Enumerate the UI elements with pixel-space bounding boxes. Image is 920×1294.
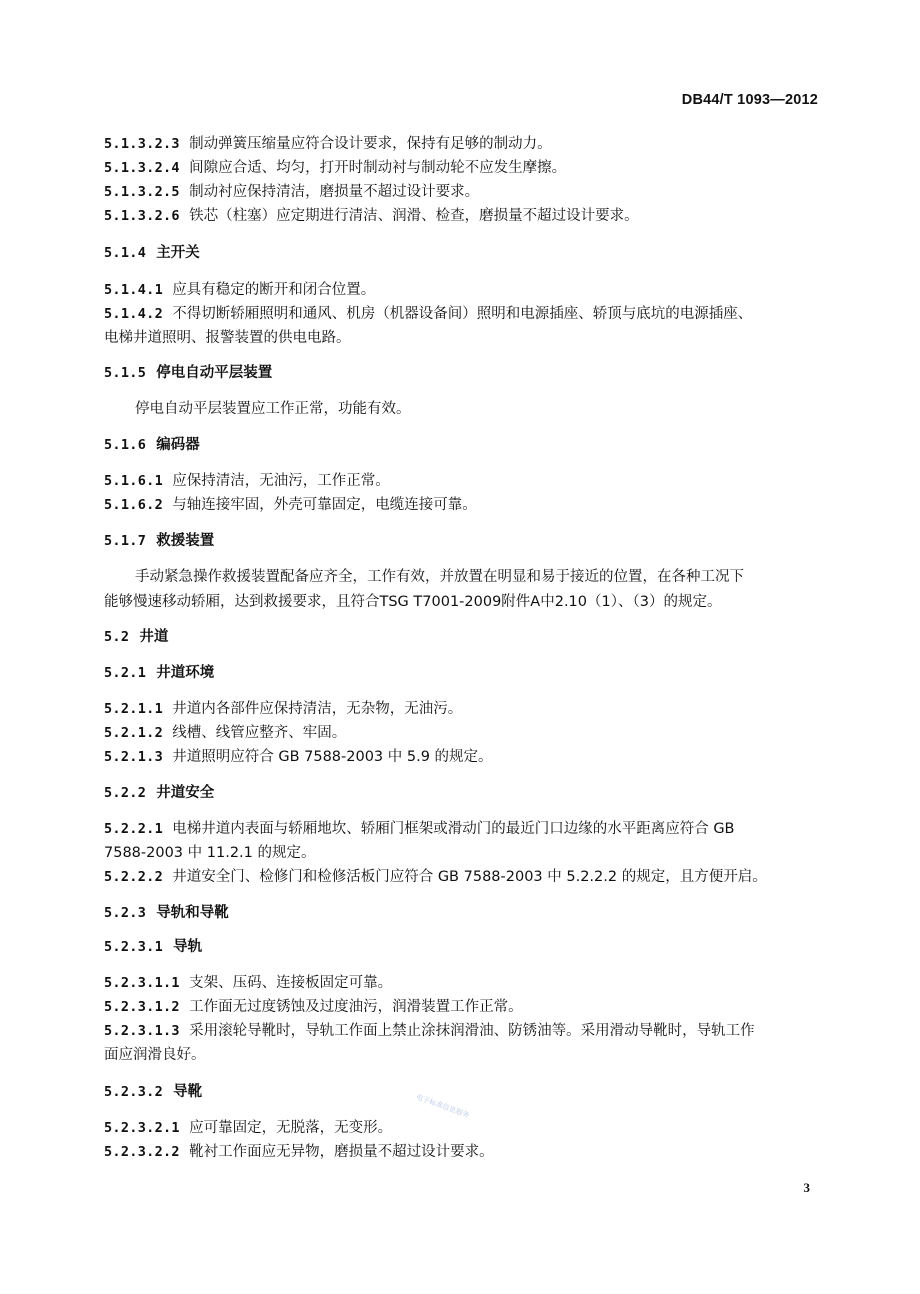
heading-number: 5.2.3 bbox=[104, 905, 147, 921]
paragraph-text: 能够慢速移动轿厢，达到救援要求，且符合TSG T7001-2009附件A中2.10（1）、（3）的规定。 bbox=[104, 594, 722, 610]
paragraph-text: 手动紧急操作救援装置配备应齐全，工作有效，并放置在明显和易于接近的位置，在各种工况下 bbox=[135, 569, 744, 585]
clause-continuation bbox=[104, 328, 351, 348]
heading-number: 5.2.3.1 bbox=[104, 939, 163, 955]
heading-number: 5.1.4 bbox=[104, 245, 147, 261]
heading-number: 5.2 bbox=[104, 629, 130, 645]
clause-text: 线槽、线管应整齐、牢固。 bbox=[172, 725, 347, 741]
heading-text: 救援装置 bbox=[156, 533, 215, 549]
clause-continuation bbox=[104, 843, 315, 863]
heading-text: 井道安全 bbox=[156, 785, 215, 801]
heading-number: 5.1.7 bbox=[104, 533, 147, 549]
heading-text: 井道环境 bbox=[156, 665, 215, 681]
clause-5-1-4-1 bbox=[104, 280, 375, 300]
clause-continuation bbox=[104, 1045, 206, 1065]
clause-text: 与轴连接牢固，外壳可靠固定，电缆连接可靠。 bbox=[172, 497, 477, 513]
clause-5-2-3-2-2 bbox=[104, 1142, 494, 1162]
clause-number: 5.2.1.1 bbox=[104, 701, 163, 717]
clause-5-1-3-2-3 bbox=[104, 134, 552, 154]
heading-text: 导轨和导靴 bbox=[156, 905, 229, 921]
heading-5-2-3-2 bbox=[104, 1082, 202, 1102]
heading-number: 5.2.3.2 bbox=[104, 1084, 163, 1100]
clause-text: 7588-2003 中 11.2.1 的规定。 bbox=[104, 845, 316, 861]
clause-text: 制动衬应保持清洁，磨损量不超过设计要求。 bbox=[189, 184, 480, 200]
clause-text: 靴衬工作面应无异物，磨损量不超过设计要求。 bbox=[189, 1144, 494, 1160]
heading-5-2-3 bbox=[104, 903, 229, 923]
heading-5-2-3-1 bbox=[104, 937, 202, 957]
clause-number: 5.1.6.1 bbox=[104, 473, 163, 489]
clause-5-2-2-1 bbox=[104, 819, 735, 839]
clause-5-1-3-2-6 bbox=[104, 206, 639, 226]
heading-text: 主开关 bbox=[156, 245, 200, 261]
heading-5-2-2 bbox=[104, 783, 214, 803]
clause-number: 5.1.3.2.5 bbox=[104, 184, 180, 200]
paragraph bbox=[135, 399, 411, 419]
clause-text: 井道安全门、检修门和检修活板门应符合 GB 7588-2003 中 5.2.2.2 的规定，且方便开启。 bbox=[172, 869, 767, 885]
heading-5-2-1 bbox=[104, 663, 214, 683]
heading-text: 导轨 bbox=[173, 939, 203, 955]
heading-5-2 bbox=[104, 627, 168, 647]
heading-5-1-5 bbox=[104, 363, 272, 383]
clause-number: 5.2.1.2 bbox=[104, 725, 163, 741]
clause-5-2-3-1-3 bbox=[104, 1021, 755, 1041]
clause-text: 支架、压码、连接板固定可靠。 bbox=[189, 975, 393, 991]
clause-text: 应保持清洁，无油污，工作正常。 bbox=[172, 473, 390, 489]
watermark: 电子标准信息服务 bbox=[414, 1092, 471, 1120]
clause-number: 5.2.2.1 bbox=[104, 821, 163, 837]
clause-text: 采用滚轮导靴时，导轨工作面上禁止涂抹润滑油、防锈油等。采用滑动导靴时，导轨工作 bbox=[189, 1023, 755, 1039]
clause-5-2-1-2 bbox=[104, 723, 346, 743]
clause-number: 5.1.4.2 bbox=[104, 306, 163, 322]
heading-text: 编码器 bbox=[156, 437, 200, 453]
clause-number: 5.2.3.2.2 bbox=[104, 1144, 180, 1160]
heading-number: 5.2.1 bbox=[104, 665, 147, 681]
clause-5-1-3-2-4 bbox=[104, 158, 566, 178]
clause-text: 井道内各部件应保持清洁，无杂物，无油污。 bbox=[172, 701, 463, 717]
clause-number: 5.2.3.1.1 bbox=[104, 975, 180, 991]
heading-number: 5.2.2 bbox=[104, 785, 147, 801]
heading-text: 井道 bbox=[139, 629, 169, 645]
clause-number: 5.2.1.3 bbox=[104, 749, 163, 765]
clause-number: 5.2.3.1.3 bbox=[104, 1023, 180, 1039]
clause-number: 5.1.3.2.3 bbox=[104, 136, 180, 152]
clause-text: 不得切断轿厢照明和通风、机房（机器设备间）照明和电源插座、轿顶与底坑的电源插座、 bbox=[172, 306, 753, 322]
clause-number: 5.1.3.2.4 bbox=[104, 160, 180, 176]
clause-text: 间隙应合适、均匀，打开时制动衬与制动轮不应发生摩擦。 bbox=[189, 160, 567, 176]
clause-5-2-1-1 bbox=[104, 699, 462, 719]
clause-5-1-6-1 bbox=[104, 471, 390, 491]
clause-number: 5.2.2.2 bbox=[104, 869, 163, 885]
clause-5-1-4-2 bbox=[104, 304, 752, 324]
clause-5-2-1-3 bbox=[104, 747, 493, 767]
clause-5-2-3-2-1 bbox=[104, 1118, 392, 1138]
clause-number: 5.1.3.2.6 bbox=[104, 208, 180, 224]
clause-number: 5.2.3.1.2 bbox=[104, 999, 180, 1015]
clause-text: 井道照明应符合 GB 7588-2003 中 5.9 的规定。 bbox=[172, 749, 493, 765]
clause-5-1-6-2 bbox=[104, 495, 477, 515]
paragraph-text: 停电自动平层装置应工作正常，功能有效。 bbox=[135, 401, 411, 417]
heading-text: 停电自动平层装置 bbox=[156, 365, 273, 381]
clause-text: 电梯井道内表面与轿厢地坎、轿厢门框架或滑动门的最近门口边缘的水平距离应符合 GB bbox=[172, 821, 735, 837]
clause-5-1-3-2-5 bbox=[104, 182, 479, 202]
heading-number: 5.1.6 bbox=[104, 437, 147, 453]
heading-5-1-6 bbox=[104, 435, 200, 455]
clause-5-2-2-2 bbox=[104, 867, 767, 887]
clause-text: 制动弹簧压缩量应符合设计要求，保持有足够的制动力。 bbox=[189, 136, 552, 152]
standard-code: DB44/T 1093—2012 bbox=[681, 92, 818, 108]
clause-number: 5.1.4.1 bbox=[104, 282, 163, 298]
clause-text: 应具有稳定的断开和闭合位置。 bbox=[172, 282, 376, 298]
clause-text: 电梯井道照明、报警装置的供电电路。 bbox=[104, 330, 351, 346]
clause-5-2-3-1-1 bbox=[104, 973, 392, 993]
paragraph bbox=[135, 567, 744, 587]
page-number: 3 bbox=[803, 1180, 810, 1195]
clause-text: 工作面无过度锈蚀及过度油污，润滑装置工作正常。 bbox=[189, 999, 523, 1015]
clause-5-2-3-1-2 bbox=[104, 997, 523, 1017]
heading-text: 导靴 bbox=[173, 1084, 203, 1100]
heading-number: 5.1.5 bbox=[104, 365, 147, 381]
clause-number: 5.1.6.2 bbox=[104, 497, 163, 513]
heading-5-1-7 bbox=[104, 531, 214, 551]
clause-number: 5.2.3.2.1 bbox=[104, 1120, 180, 1136]
clause-text: 铁芯（柱塞）应定期进行清洁、润滑、检查，磨损量不超过设计要求。 bbox=[189, 208, 639, 224]
clause-text: 应可靠固定，无脱落，无变形。 bbox=[189, 1120, 393, 1136]
clause-text: 面应润滑良好。 bbox=[104, 1047, 206, 1063]
paragraph-continuation bbox=[104, 592, 721, 612]
heading-5-1-4 bbox=[104, 243, 200, 263]
